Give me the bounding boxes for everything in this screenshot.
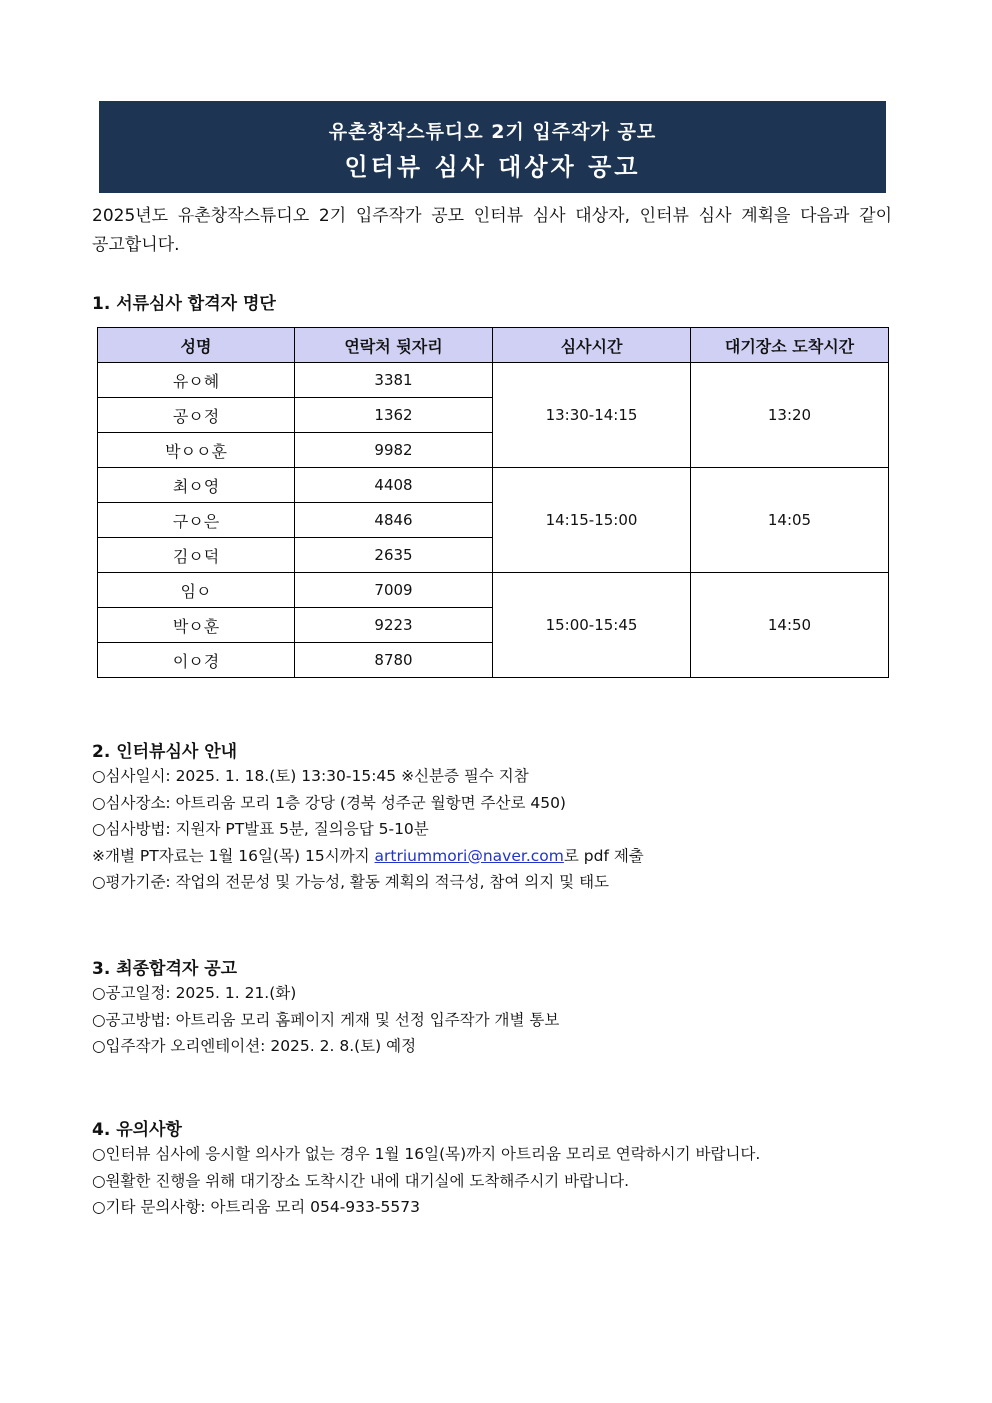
candidate-table — [97, 327, 889, 678]
arrival-time: 14:50 — [691, 573, 889, 678]
interview-method-line: ○심사방법: 지원자 PT발표 5분, 질의응답 5-10분 — [92, 820, 429, 838]
candidate-name: 유ㅇ혜 — [98, 363, 295, 398]
section3-heading: 3. 최종합격자 공고 — [92, 959, 238, 979]
contact-line: ○기타 문의사항: 아트리움 모리 054-933-5573 — [92, 1198, 420, 1216]
candidate-phone: 4408 — [295, 468, 493, 503]
arrival-time: 13:20 — [691, 363, 889, 468]
candidate-name: 박ㅇㅇ훈 — [98, 433, 295, 468]
header-name: 성명 — [98, 328, 295, 363]
intro-paragraph: 2025년도 유촌창작스튜디오 2기 입주작가 공모 인터뷰 심사 대상자, 인터뷰 심사 계획을 다음과 같이 공고합니다. — [92, 206, 892, 255]
notice-line: ○인터뷰 심사에 응시할 의사가 없는 경우 1월 16일(목)까지 아트리움 모리로 연락하시기 바랍니다. — [92, 1145, 761, 1163]
candidate-phone: 7009 — [295, 573, 493, 608]
candidate-phone: 9982 — [295, 433, 493, 468]
pt-submission-suffix: 로 pdf 제출 — [563, 846, 644, 865]
banner-title: 인터뷰 심사 대상자 공고 — [344, 153, 641, 181]
candidate-name: 박ㅇ훈 — [98, 608, 295, 643]
candidate-phone: 3381 — [295, 363, 493, 398]
interview-place-line: ○심사장소: 아트리움 모리 1층 강당 (경북 성주군 월항면 주산로 450) — [92, 793, 566, 812]
candidate-phone: 2635 — [295, 538, 493, 573]
section2-heading: 2. 인터뷰심사 안내 — [92, 742, 238, 762]
candidate-name: 공ㅇ정 — [98, 398, 295, 433]
candidate-name: 이ㅇ경 — [98, 643, 295, 678]
announcement-method-line: ○공고방법: 아트리움 모리 홈페이지 게재 및 선정 입주작가 개별 통보 — [92, 1010, 560, 1029]
header-time: 심사시간 — [493, 328, 691, 363]
table-row — [98, 573, 889, 608]
interview-time: 13:30-14:15 — [493, 363, 691, 468]
header-arrival: 대기장소 도착시간 — [691, 328, 889, 363]
notice-line: ○원활한 진행을 위해 대기장소 도착시간 내에 대기실에 도착해주시기 바랍니다. — [92, 1171, 630, 1190]
table-header-row — [98, 328, 889, 363]
section2-body — [92, 763, 644, 896]
interview-time: 14:15-15:00 — [493, 468, 691, 573]
candidate-phone: 9223 — [295, 608, 493, 643]
section4-heading: 4. 유의사항 — [92, 1120, 182, 1140]
candidate-phone: 4846 — [295, 503, 493, 538]
announcement-date-line: ○공고일정: 2025. 1. 21.(화) — [92, 984, 297, 1002]
table-row — [98, 363, 889, 398]
email-link[interactable]: artriummori@naver.com — [374, 846, 564, 865]
candidate-name: 김ㅇ덕 — [98, 538, 295, 573]
orientation-line: ○입주작가 오리엔테이션: 2025. 2. 8.(토) 예정 — [92, 1037, 417, 1055]
section1-heading: 1. 서류심사 합격자 명단 — [92, 294, 276, 314]
candidate-phone: 8780 — [295, 643, 493, 678]
pt-submission-line — [92, 843, 644, 870]
section3-body — [92, 980, 559, 1060]
candidate-name: 구ㅇ은 — [98, 503, 295, 538]
candidate-name: 최ㅇ영 — [98, 468, 295, 503]
interview-date-line: ○심사일시: 2025. 1. 18.(토) 13:30-15:45 ※신분증 필수 지참 — [92, 767, 529, 785]
arrival-time: 14:05 — [691, 468, 889, 573]
header-phone: 연락처 뒷자리 — [295, 328, 493, 363]
table-row — [98, 468, 889, 503]
banner-subtitle: 유촌창작스튜디오 2기 입주작가 공모 — [328, 121, 657, 143]
candidate-phone: 1362 — [295, 398, 493, 433]
evaluation-criteria-line: ○평가기준: 작업의 전문성 및 가능성, 활동 계획의 적극성, 참여 의지 및 태도 — [92, 873, 610, 891]
candidate-name: 임ㅇ — [98, 573, 295, 608]
pt-submission-text: ※개별 PT자료는 1월 16일(목) 15시까지 — [92, 846, 375, 865]
title-banner — [99, 101, 886, 193]
interview-time: 15:00-15:45 — [493, 573, 691, 678]
section4-body — [92, 1141, 760, 1221]
